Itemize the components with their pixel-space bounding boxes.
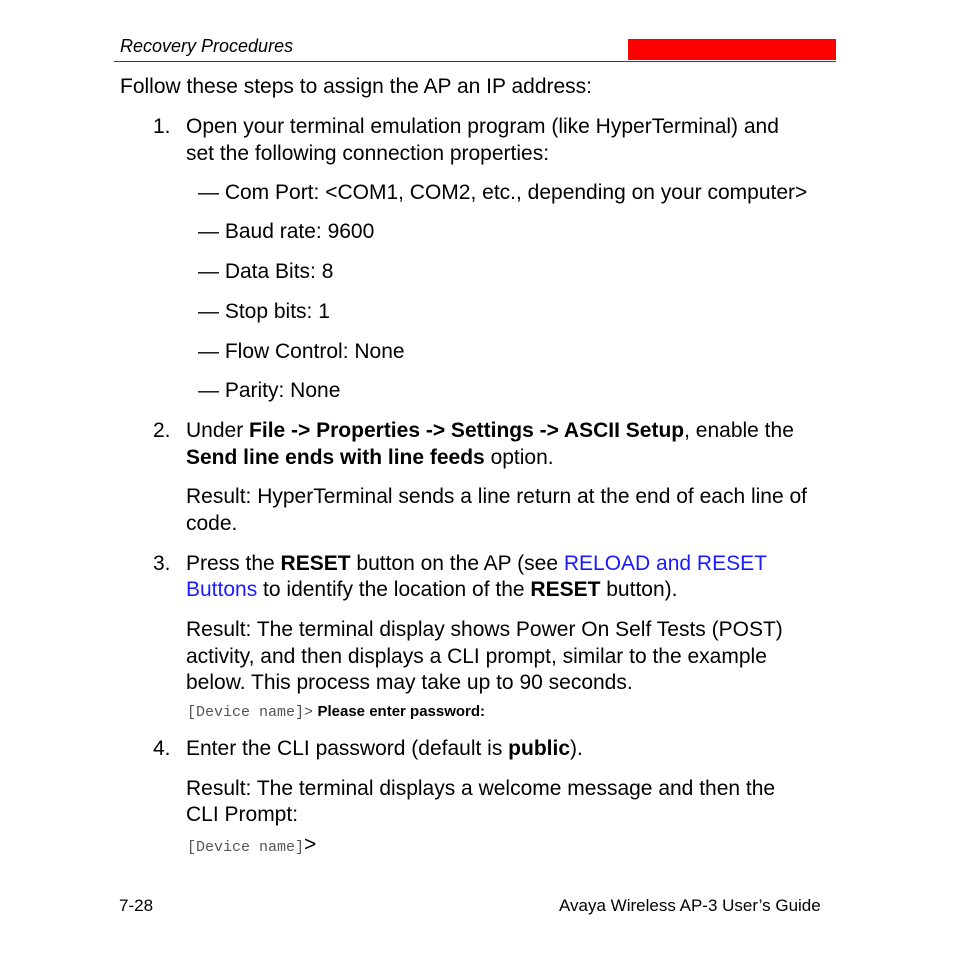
prop-com-port: — Com Port: <COM1, COM2, etc., depending on your computer> (198, 181, 808, 204)
reload-reset-link[interactable]: RELOAD and RESET (563, 552, 767, 575)
step-3-result-line-3: below. This process may take up to 90 seconds. (186, 671, 633, 694)
step-4-number: 4. (153, 737, 171, 760)
step-2-result-line-1: Result: HyperTerminal sends a line return at the end of each line of (186, 485, 808, 508)
reload-reset-link-cont[interactable]: Buttons (186, 578, 258, 601)
option-name: Send line ends with line feeds (186, 446, 485, 469)
prop-data-bits: — Data Bits: 8 (198, 260, 334, 283)
step-2-number: 2. (153, 419, 171, 442)
step-3-result-line-1: Result: The terminal display shows Power On Self Tests (POST) (186, 618, 783, 641)
step-3-line-1: Press the RESET button on the AP (see RELOAD and RESET (186, 552, 767, 575)
default-password: public (508, 737, 571, 760)
step-1-line-2: set the following connection properties: (186, 142, 550, 165)
prop-stop-bits: — Stop bits: 1 (198, 300, 330, 323)
cli-password-prompt: [Device name]> Please enter password: (187, 703, 486, 721)
step-3-line-2: Buttons to identify the location of the RESET button). (186, 578, 678, 601)
step-3-number: 3. (153, 552, 171, 575)
prop-parity: — Parity: None (198, 379, 341, 402)
guide-title: Avaya Wireless AP-3 User’s Guide (559, 896, 821, 915)
step-2-result-line-2: code. (186, 512, 238, 535)
prop-baud-rate: — Baud rate: 9600 (198, 220, 375, 243)
menu-path: File -> Properties -> Settings -> ASCII Setup (249, 419, 685, 442)
step-4-line-1: Enter the CLI password (default is public). (186, 737, 583, 760)
step-1-line-1: Open your terminal emulation program (like HyperTerminal) and (186, 115, 779, 138)
running-header-title: Recovery Procedures (120, 36, 294, 56)
step-2-line-2: Send line ends with line feeds option. (186, 446, 554, 469)
header-rule (114, 61, 836, 62)
step-4-result-line-2: CLI Prompt: (186, 803, 299, 826)
step-4-result-line-1: Result: The terminal displays a welcome message and then the (186, 777, 776, 800)
step-1-number: 1. (153, 115, 171, 138)
intro-text: Follow these steps to assign the AP an IP address: (120, 75, 593, 98)
cli-prompt: [Device name]> (187, 833, 317, 856)
step-3-result-line-2: activity, and then displays a CLI prompt, similar to the example (186, 645, 767, 668)
prop-flow-control: — Flow Control: None (198, 340, 405, 363)
header-accent-bar (628, 39, 836, 60)
page-number: 7-28 (119, 896, 154, 915)
step-2-line-1: Under File -> Properties -> Settings -> ASCII Setup, enable the (186, 419, 794, 442)
